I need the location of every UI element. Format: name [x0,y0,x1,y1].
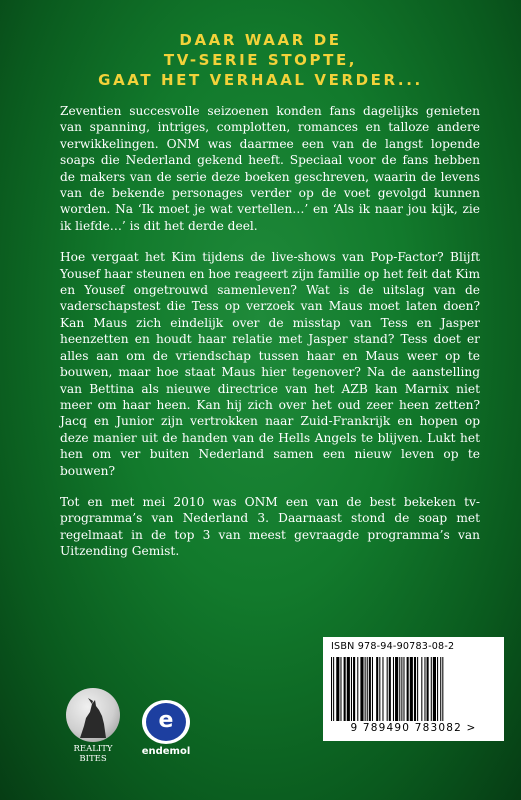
howling-wolf-moon-icon [66,688,120,742]
back-cover-headline [0,30,521,90]
headline-line-1: DAAR WAAR DE [179,31,342,49]
blurb-paragraph-ratings: Tot en met mei 2010 was ONM een van de best bekeken tv-programma’s van Nederland 3. Daarnaast stond de soap met regelmaat in de top 3 van meest gevraagde programma’s van Uitzending Gemist. [60,494,480,559]
headline-line-2: TV-SERIE STOPTE, [163,51,358,69]
isbn-barcode [323,637,504,741]
reality-bites-logo [62,688,124,772]
headline-line-3: GAAT HET VERHAAL VERDER... [98,71,423,89]
endemol-logo [132,700,204,772]
blurb-text [60,103,480,575]
endemol-wordmark: endemol [141,746,191,757]
barcode-digits: 9 789490 783082 > [350,722,477,734]
blurb-paragraph-questions: Hoe vergaat het Kim tijdens de live-shows van Pop-Factor? Blijft Yousef haar steunen en hoe reageert zijn familie op het feit dat Kim en Yousef ongetrouwd samenleven? Wat is de uitslag van de vaderschapstest die Tess op verzoek van Maus moet laten doen? Kan Maus zich eindelijk over de misstap van Tess en Jasper heenzetten en houdt haar relatie met Jasper stand? Tess doet er alles aan om de vriendschap tussen haar en Maus weer op te bouwen, maar hoe staat Maus hier tegenover? Na de aanstelling van Bettina als nieuwe directrice van het AZB kan Marnix niet meer om haar heen. Kan hij zich over het oud zeer heen zetten? Jacq en Junior zijn vertrokken naar Zuid-Frankrijk en hopen op deze manier uit de handen van de Hells Angels te blijven. Lukt het hen om ver buiten Nederland samen een nieuw leven op te bouwen? [60,250,480,478]
reality-bites-line-1: REALITY [73,744,113,754]
isbn-number: ISBN 978-94-90783-08-2 [331,641,455,652]
blurb-paragraph-intro: Zeventien succesvolle seizoenen konden fans dagelijks genieten van spanning, intriges, complotten, romances en talloze andere verwikkelingen. ONM was daarmee een van de langst lopende soaps die Nederland gekend heeft. Speciaal voor de fans hebben de makers van de serie deze boeken geschreven, waarin de levens van de bekende personages verder op de voet gevolgd kunnen worden. Na ‘Ik moet je wat vertellen…’ en ‘Als ik naar jou kijk, zie ik liefde…’ is dit het derde deel. [60,104,480,233]
endemol-e-icon: e [158,708,174,733]
reality-bites-wordmark [62,744,124,764]
barcode-bars [331,657,495,721]
reality-bites-line-2: BITES [79,754,107,764]
